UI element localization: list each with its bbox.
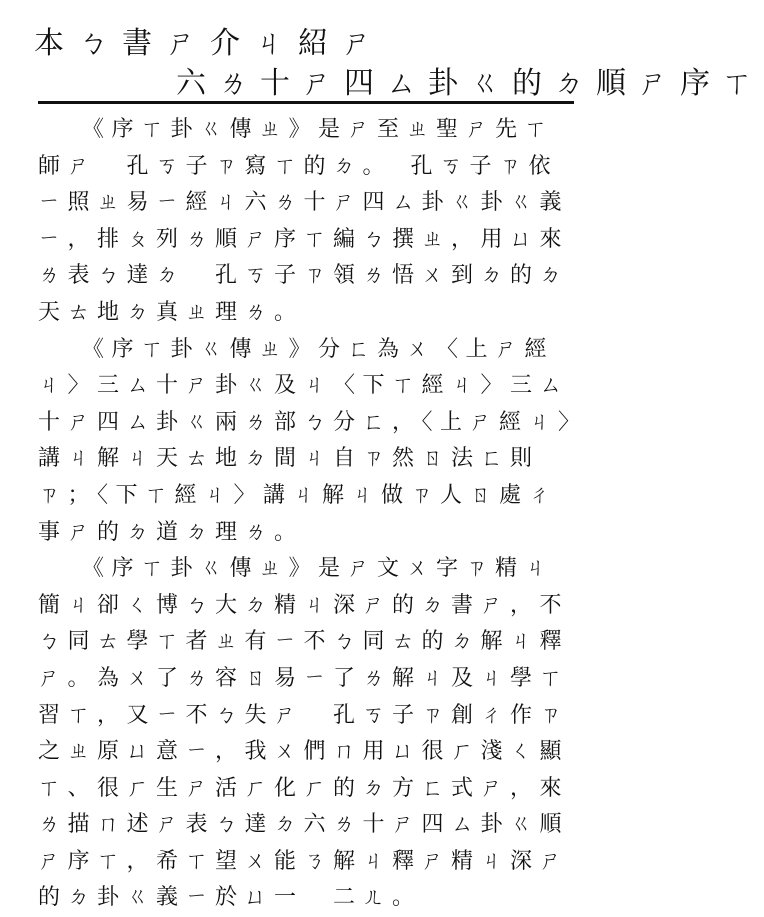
body-text: [38, 112, 578, 917]
book-intro-title: 本ㄅ書ㄕ介ㄐ紹ㄕ: [34, 26, 386, 61]
paragraph-1: 《序ㄒ卦ㄍ傳ㄓ》是ㄕ至ㄓ聖ㄕ先ㄒ師ㄕ 孔ㄎ子ㄗ寫ㄒ的ㄉ。 孔ㄎ子ㄗ依ㄧ照ㄓ易ㄧ經ㄐ六ㄌ十ㄕ四ㄙ卦ㄍ卦ㄍ義ㄧ，排ㄆ列ㄌ順ㄕ序ㄒ編ㄅ撰ㄓ，用ㄩ來ㄌ表ㄅ達ㄉ 孔ㄎ子ㄗ領ㄌ悟ㄨ到ㄉ的ㄉ天ㄊ地ㄉ真ㄓ理ㄌ。: [38, 117, 570, 325]
title-underline: [38, 101, 574, 104]
paragraph-3: 《序ㄒ卦ㄍ傳ㄓ》是ㄕ文ㄨ字ㄗ精ㄐ簡ㄐ卻ㄑ博ㄅ大ㄉ精ㄐ深ㄕ的ㄉ書ㄕ，不ㄅ同ㄊ學ㄒ者ㄓ有ㄧ不ㄅ同ㄊ的ㄉ解ㄐ釋ㄕ。為ㄨ了ㄌ容ㄖ易ㄧ了ㄌ解ㄐ及ㄐ學ㄒ習ㄒ，又ㄧ不ㄅ失ㄕ 孔ㄎ子ㄗ創ㄔ作ㄗ之ㄓ原ㄩ意ㄧ，我ㄨ們ㄇ用ㄩ很ㄏ淺ㄑ顯ㄒ、很ㄏ生ㄕ活ㄏ化ㄏ的ㄉ方ㄈ式ㄕ，來ㄌ描ㄇ述ㄕ表ㄅ達ㄉ六ㄌ十ㄕ四ㄙ卦ㄍ順ㄕ序ㄒ，希ㄒ望ㄨ能ㄋ解ㄐ釋ㄕ精ㄐ深ㄕ的ㄉ卦ㄍ義ㄧ於ㄩ一 二ㄦ。: [38, 556, 570, 911]
section-title: 六ㄌ十ㄕ四ㄙ卦ㄍ的ㄉ順ㄕ序ㄒ: [176, 66, 764, 101]
paragraph-2: 《序ㄒ卦ㄍ傳ㄓ》分ㄈ為ㄨ〈上ㄕ經ㄐ〉三ㄙ十ㄕ卦ㄍ及ㄐ〈下ㄒ經ㄐ〉三ㄙ十ㄕ四ㄙ卦ㄍ兩ㄌ部ㄅ分ㄈ，〈上ㄕ經ㄐ〉講ㄐ解ㄐ天ㄊ地ㄉ間ㄐ自ㄗ然ㄖ法ㄈ則ㄗ；〈下ㄒ經ㄐ〉講ㄐ解ㄐ做ㄗ人ㄖ處ㄔ事ㄕ的ㄉ道ㄉ理ㄌ。: [38, 336, 577, 545]
